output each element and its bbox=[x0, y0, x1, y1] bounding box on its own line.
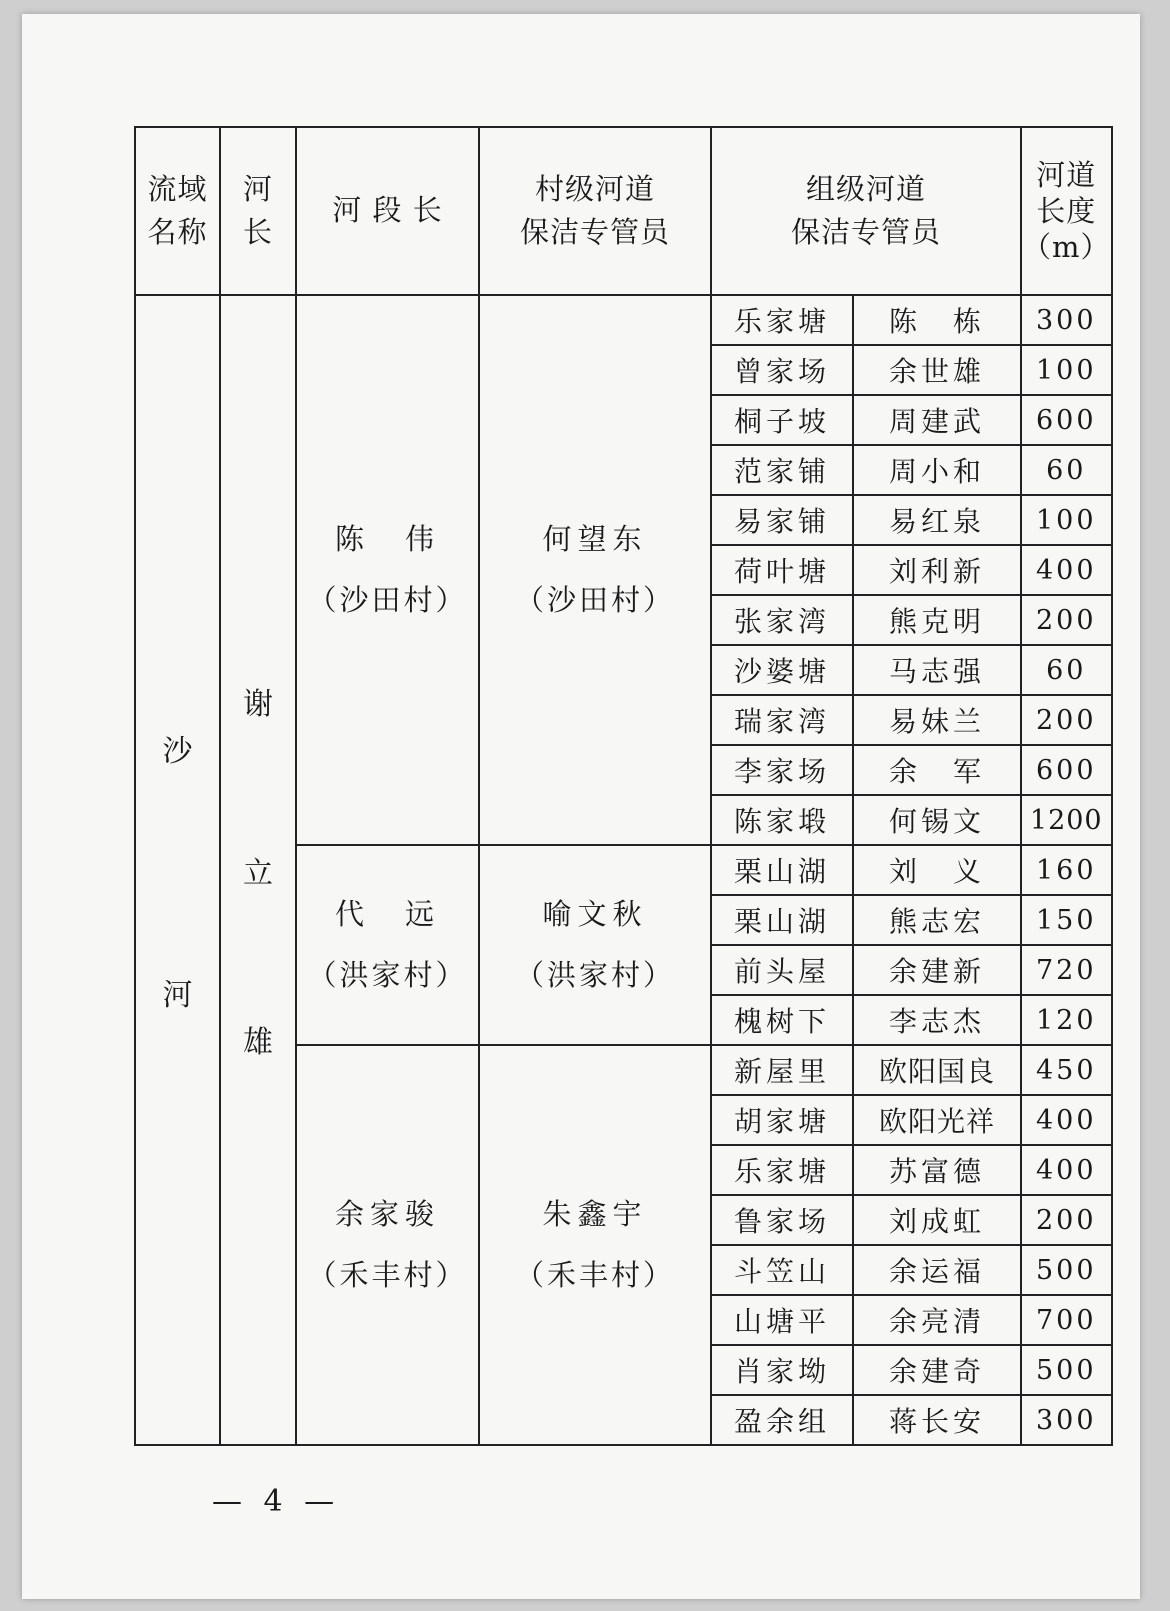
header-chief: 河 长 bbox=[220, 127, 296, 295]
group-name-cell: 前头屋 bbox=[711, 945, 853, 995]
river-chief-char: 雄 bbox=[243, 1025, 273, 1060]
group-name-cell: 陈家塅 bbox=[711, 795, 853, 845]
group-cleaner-cell: 易红泉 bbox=[853, 495, 1021, 545]
length-cell: 720 bbox=[1021, 945, 1112, 995]
length-cell: 300 bbox=[1021, 295, 1112, 345]
table-body bbox=[135, 295, 1112, 1445]
header-group-cleaner: 组级河道 保洁专管员 bbox=[711, 127, 1021, 295]
page-number: — 4 — bbox=[212, 1484, 341, 1519]
group-cleaner-cell: 周建武 bbox=[853, 395, 1021, 445]
group-name-cell: 斗笠山 bbox=[711, 1245, 853, 1295]
section-chief-cell bbox=[296, 295, 479, 845]
group-cleaner-cell: 熊克明 bbox=[853, 595, 1021, 645]
group-cleaner-cell: 欧阳光祥 bbox=[853, 1095, 1021, 1145]
length-cell: 120 bbox=[1021, 995, 1112, 1045]
table-row bbox=[135, 295, 1112, 345]
length-cell: 160 bbox=[1021, 845, 1112, 895]
group-cleaner-cell: 蒋长安 bbox=[853, 1395, 1021, 1445]
basin-name-char: 河 bbox=[162, 978, 193, 1013]
length-cell: 60 bbox=[1021, 645, 1112, 695]
village-cleaner-village: （禾丰村） bbox=[514, 1258, 675, 1292]
village-cleaner-name: 何望东 bbox=[542, 522, 648, 557]
group-cleaner-cell: 周小和 bbox=[853, 445, 1021, 495]
group-name-cell: 胡家塘 bbox=[711, 1095, 853, 1145]
group-name-cell: 乐家塘 bbox=[711, 1145, 853, 1195]
section-chief-name: 陈 伟 bbox=[334, 522, 440, 557]
group-name-cell: 瑞家湾 bbox=[711, 695, 853, 745]
group-cleaner-cell: 陈 栋 bbox=[853, 295, 1021, 345]
section-chief-name: 代 远 bbox=[334, 897, 440, 932]
group-cleaner-cell: 熊志宏 bbox=[853, 895, 1021, 945]
river-chief-cell bbox=[220, 295, 296, 1445]
river-chief-char: 立 bbox=[243, 856, 273, 891]
length-cell: 150 bbox=[1021, 895, 1112, 945]
group-cleaner-cell: 余建奇 bbox=[853, 1345, 1021, 1395]
group-name-cell: 乐家塘 bbox=[711, 295, 853, 345]
section-chief-village: （禾丰村） bbox=[307, 1258, 468, 1292]
length-cell: 200 bbox=[1021, 595, 1112, 645]
group-name-cell: 肖家坳 bbox=[711, 1345, 853, 1395]
group-cleaner-cell: 余建新 bbox=[853, 945, 1021, 995]
header-section-chief: 河 段 长 bbox=[296, 127, 479, 295]
header-length: 河道 长度 （m） bbox=[1021, 127, 1112, 295]
group-name-cell: 新屋里 bbox=[711, 1045, 853, 1095]
village-cleaner-cell bbox=[479, 295, 711, 845]
group-name-cell: 山塘平 bbox=[711, 1295, 853, 1345]
group-cleaner-cell: 余亮清 bbox=[853, 1295, 1021, 1345]
section-chief-cell bbox=[296, 845, 479, 1045]
group-cleaner-cell: 苏富德 bbox=[853, 1145, 1021, 1195]
group-cleaner-cell: 欧阳国良 bbox=[853, 1045, 1021, 1095]
length-cell: 200 bbox=[1021, 1195, 1112, 1245]
group-name-cell: 栗山湖 bbox=[711, 895, 853, 945]
header-row bbox=[135, 127, 1112, 295]
length-cell: 400 bbox=[1021, 545, 1112, 595]
group-cleaner-cell: 何锡文 bbox=[853, 795, 1021, 845]
length-cell: 450 bbox=[1021, 1045, 1112, 1095]
group-name-cell: 鲁家场 bbox=[711, 1195, 853, 1245]
group-name-cell: 荷叶塘 bbox=[711, 545, 853, 595]
group-name-cell: 槐树下 bbox=[711, 995, 853, 1045]
section-chief-village: （洪家村） bbox=[307, 958, 468, 992]
group-name-cell: 桐子坡 bbox=[711, 395, 853, 445]
group-cleaner-cell: 余运福 bbox=[853, 1245, 1021, 1295]
group-name-cell: 张家湾 bbox=[711, 595, 853, 645]
group-cleaner-cell: 刘成虹 bbox=[853, 1195, 1021, 1245]
group-cleaner-cell: 易妹兰 bbox=[853, 695, 1021, 745]
group-cleaner-cell: 余世雄 bbox=[853, 345, 1021, 395]
village-cleaner-name: 喻文秋 bbox=[542, 897, 648, 932]
group-cleaner-cell: 马志强 bbox=[853, 645, 1021, 695]
length-cell: 500 bbox=[1021, 1245, 1112, 1295]
village-cleaner-name: 朱鑫宇 bbox=[542, 1197, 648, 1232]
village-cleaner-cell bbox=[479, 845, 711, 1045]
section-chief-village: （沙田村） bbox=[307, 583, 468, 617]
group-name-cell: 范家铺 bbox=[711, 445, 853, 495]
length-cell: 700 bbox=[1021, 1295, 1112, 1345]
group-name-cell: 栗山湖 bbox=[711, 845, 853, 895]
river-chief-table bbox=[134, 126, 1113, 1446]
length-cell: 100 bbox=[1021, 495, 1112, 545]
header-village-cleaner: 村级河道 保洁专管员 bbox=[479, 127, 711, 295]
village-cleaner-village: （沙田村） bbox=[514, 583, 675, 617]
group-name-cell: 沙婆塘 bbox=[711, 645, 853, 695]
group-name-cell: 易家铺 bbox=[711, 495, 853, 545]
village-cleaner-village: （洪家村） bbox=[514, 958, 675, 992]
length-cell: 100 bbox=[1021, 345, 1112, 395]
length-cell: 500 bbox=[1021, 1345, 1112, 1395]
basin-name-char: 沙 bbox=[162, 734, 193, 769]
section-chief-cell bbox=[296, 1045, 479, 1445]
group-name-cell: 李家场 bbox=[711, 745, 853, 795]
basin-name-cell bbox=[135, 295, 220, 1445]
river-chief-char: 谢 bbox=[243, 687, 273, 722]
group-cleaner-cell: 余 军 bbox=[853, 745, 1021, 795]
length-cell: 200 bbox=[1021, 695, 1112, 745]
header-basin: 流域 名称 bbox=[135, 127, 220, 295]
length-cell: 600 bbox=[1021, 745, 1112, 795]
length-cell: 60 bbox=[1021, 445, 1112, 495]
group-cleaner-cell: 刘 义 bbox=[853, 845, 1021, 895]
length-cell: 600 bbox=[1021, 395, 1112, 445]
section-chief-name: 余家骏 bbox=[334, 1197, 440, 1232]
group-cleaner-cell: 李志杰 bbox=[853, 995, 1021, 1045]
length-cell: 300 bbox=[1021, 1395, 1112, 1445]
length-cell: 400 bbox=[1021, 1095, 1112, 1145]
length-cell: 1200 bbox=[1021, 795, 1112, 845]
length-cell: 400 bbox=[1021, 1145, 1112, 1195]
group-name-cell: 曾家场 bbox=[711, 345, 853, 395]
document-page bbox=[22, 14, 1140, 1599]
village-cleaner-cell bbox=[479, 1045, 711, 1445]
group-cleaner-cell: 刘利新 bbox=[853, 545, 1021, 595]
group-name-cell: 盈余组 bbox=[711, 1395, 853, 1445]
